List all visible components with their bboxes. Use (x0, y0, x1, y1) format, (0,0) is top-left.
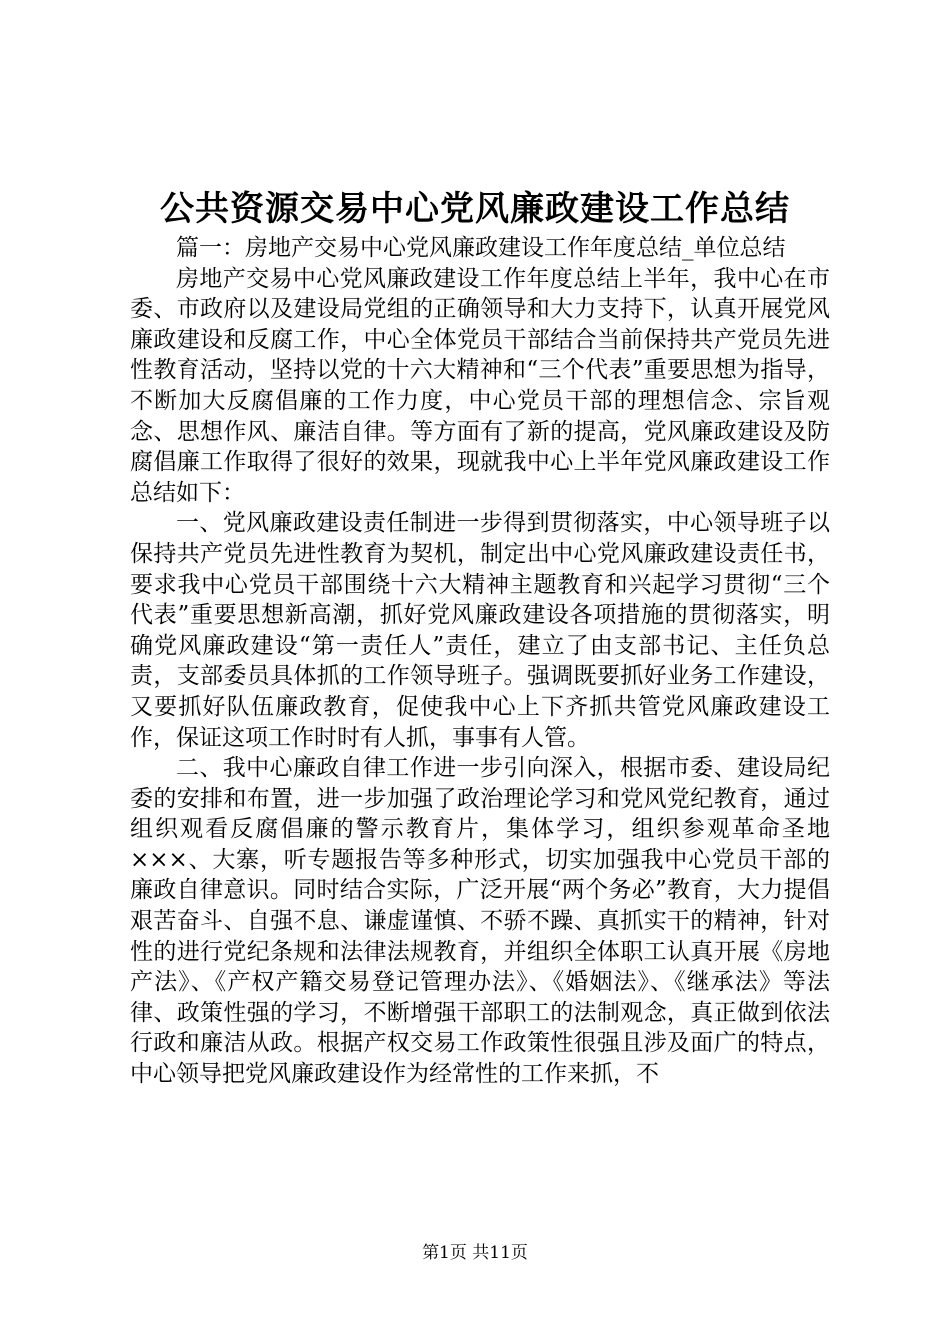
paragraph-section-one: 一、党风廉政建设责任制进一步得到贯彻落实，中心领导班子以保持共产党员先进性教育为契机，制定出中心党风廉政建设责任书，要求我中心党员干部围绕十六大精神主题教育和兴起学习贯彻“三个代表”重要思想新高潮，抓好党风廉政建设各项措施的贯彻落实，明确党风廉政建设“第一责任人”责任，建立了由支部书记、主任负总责，支部委员具体抓的工作领导班子。强调既要抓好业务工作建设，又要抓好队伍廉政教育，促使我中心上下齐抓共管党风廉政建设工作，保证这项工作时时有人抓，事事有人管。 (130, 510, 830, 751)
paragraph-heading: 篇一：房地产交易中心党风廉政建设工作年度总结_单位总结 (176, 235, 786, 261)
document-title: 公共资源交易中心党风廉政建设工作总结 (160, 189, 790, 229)
paragraph-section-two: 二、我中心廉政自律工作进一步引向深入，根据市委、建设局纪委的安排和布置，进一步加强了政治理论学习和党风党纪教育，通过组织观看反腐倡廉的警示教育片，集体学习，组织参观革命圣地×××、大寨，听专题报告等多种形式，切实加强我中心党员干部的廉政自律意识。同时结合实际，广泛开展“两个务必”教育，大力提倡艰苦奋斗、自强不息、谦虚谨慎、不骄不躁、真抓实干的精神，针对性的进行党纪条规和法律法规教育，并组织全体职工认真开展《房地产法》、《产权产籍交易登记管理办法》、《婚姻法》、《继承法》等法律、政策性强的学习，不断增强干部职工的法制观念，真正做到依法行政和廉洁从政。根据产权交易工作政策性很强且涉及面广的特点，中心领导把党风廉政建设作为经常性的工作来抓，不 (130, 755, 830, 1088)
document-body (130, 233, 830, 1090)
paragraph-intro: 房地产交易中心党风廉政建设工作年度总结上半年，我中心在市委、市政府以及建设局党组的正确领导和大力支持下，认真开展党风廉政建设和反腐工作，中心全体党员干部结合当前保持共产党员先进性教育活动，坚持以党的十六大精神和“三个代表”重要思想为指导，不断加大反腐倡廉的工作力度，中心党员干部的理想信念、宗旨观念、思想作风、廉洁自律。等方面有了新的提高，党风廉政建设及防腐倡廉工作取得了很好的效果，现就我中心上半年党风廉政建设工作总结如下： (130, 265, 830, 506)
page-footer: 第1页 共11页 (422, 1243, 528, 1263)
